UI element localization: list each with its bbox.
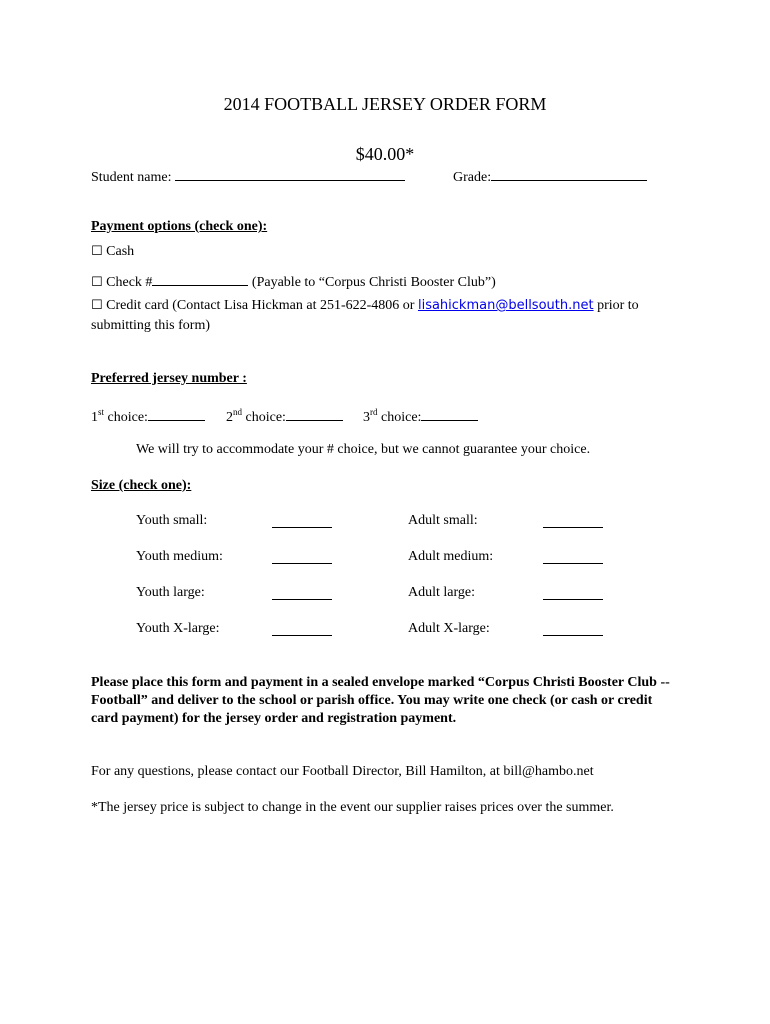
youth-small-label: Youth small: (136, 513, 208, 528)
adult-xlarge-label: Adult X-large: (408, 621, 490, 636)
youth-small-field[interactable] (272, 513, 332, 528)
check-number-field[interactable] (152, 271, 248, 286)
adult-large-label: Adult large: (408, 585, 476, 600)
youth-xlarge-field[interactable] (272, 621, 332, 636)
first-choice-sup: st (98, 407, 105, 417)
payment-cash-option (91, 244, 134, 260)
check-label: Check # (106, 275, 153, 290)
grade-label: Grade: (453, 170, 492, 185)
third-choice-number: 3 (363, 410, 370, 425)
youth-large-label: Youth large: (136, 585, 205, 600)
jersey-note: We will try to accommodate your # choice, but we cannot guarantee your choice. (136, 442, 591, 457)
credit-after: prior to (597, 298, 639, 313)
credit-line2: submitting this form) (91, 318, 210, 333)
second-choice (226, 406, 343, 426)
adult-small-label: Adult small: (408, 513, 478, 528)
second-choice-field[interactable] (286, 406, 343, 421)
adult-large-field[interactable] (543, 585, 603, 600)
payment-check-option (91, 271, 496, 291)
payment-credit-option (91, 298, 639, 314)
cash-label: Cash (106, 244, 135, 259)
credit-email-link[interactable]: lisahickman@bellsouth.net (417, 298, 594, 313)
payment-heading: Payment options (check one): (91, 219, 268, 234)
third-choice-sup: rd (370, 407, 378, 417)
youth-large-field[interactable] (272, 585, 332, 600)
youth-medium-field[interactable] (272, 549, 332, 564)
youth-medium-label: Youth medium: (136, 549, 223, 564)
first-choice (91, 406, 205, 426)
size-heading: Size (check one): (91, 478, 192, 493)
first-choice-label: choice: (107, 410, 148, 425)
adult-medium-label: Adult medium: (408, 549, 494, 564)
credit-label: Credit card (Contact Lisa Hickman at 251-622-4806 or (106, 298, 415, 313)
student-name-label: Student name: (91, 170, 172, 185)
student-name-row (91, 166, 405, 186)
cash-checkbox[interactable]: ☐ (91, 244, 103, 259)
price-footnote: *The jersey price is subject to change in the event our supplier raises prices over the summer. (91, 800, 614, 815)
third-choice (363, 406, 478, 426)
contact-line: For any questions, please contact our Football Director, Bill Hamilton, at bill@hambo.net (91, 764, 594, 779)
grade-row (453, 166, 647, 186)
first-choice-number: 1 (91, 410, 98, 425)
instructions-paragraph: Please place this form and payment in a sealed envelope marked “Corpus Christi Booster Club -- Football” and deliver to the school or parish office. You may write one check (or cash or credit card payment) for the jersey order and registration payment. (91, 675, 670, 726)
student-name-field[interactable] (175, 166, 405, 181)
youth-xlarge-label: Youth X-large: (136, 621, 220, 636)
form-title: 2014 FOOTBALL JERSEY ORDER FORM (223, 94, 547, 114)
first-choice-field[interactable] (148, 406, 205, 421)
second-choice-number: 2 (226, 410, 233, 425)
check-checkbox[interactable]: ☐ (91, 275, 103, 290)
grade-field[interactable] (491, 166, 647, 181)
price: $40.00* (355, 144, 415, 164)
adult-xlarge-field[interactable] (543, 621, 603, 636)
adult-small-field[interactable] (543, 513, 603, 528)
third-choice-label: choice: (381, 410, 422, 425)
second-choice-sup: nd (233, 407, 242, 417)
credit-checkbox[interactable]: ☐ (91, 298, 103, 313)
third-choice-field[interactable] (421, 406, 478, 421)
jersey-heading: Preferred jersey number : (91, 371, 247, 386)
adult-medium-field[interactable] (543, 549, 603, 564)
second-choice-label: choice: (245, 410, 286, 425)
check-payable-note: (Payable to “Corpus Christi Booster Club”) (251, 275, 496, 290)
